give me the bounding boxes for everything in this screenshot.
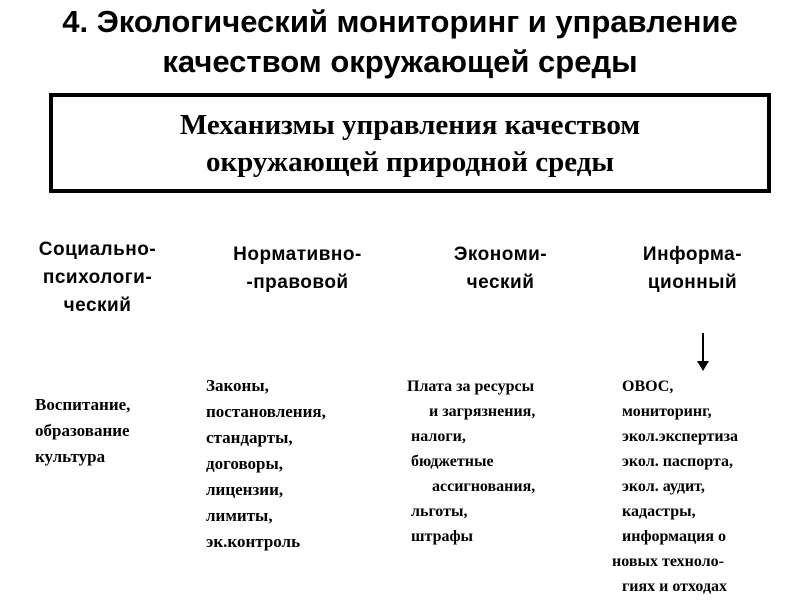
box-line-2: окружающей природной среды [205, 146, 615, 178]
list-item: эк.контроль [206, 532, 301, 551]
list-item: стандарты, [206, 428, 293, 447]
list-item: ОВОС, [622, 378, 674, 395]
heading-line: Экономи- [453, 244, 548, 265]
list-item: лимиты, [206, 506, 273, 525]
list-item: гиях и отходах [622, 578, 728, 595]
heading-line: ческий [63, 295, 132, 316]
heading-line: Информа- [642, 244, 743, 265]
down-arrow-icon [694, 333, 712, 373]
column-heading-regulatory-legal [205, 241, 390, 297]
list-item: Воспитание, [35, 395, 131, 414]
list-item: информация о [622, 528, 727, 545]
column-items-regulatory-legal [206, 373, 326, 555]
list-item: и загрязнения, [429, 403, 536, 420]
heading-line: Социально- [38, 239, 157, 260]
list-item: культура [35, 447, 106, 466]
list-item: налоги, [411, 428, 466, 445]
column-heading-socio-psychological [10, 236, 185, 320]
column-heading-informational [615, 241, 770, 297]
heading-line: ческий [466, 272, 535, 293]
list-item: Плата за ресурсы [407, 378, 535, 395]
list-item: мониторинг, [622, 403, 712, 420]
list-item: Законы, [206, 376, 269, 395]
heading-line: психологи- [42, 267, 153, 288]
list-item: льготы, [411, 503, 468, 520]
list-item: ассигнования, [432, 478, 536, 495]
list-item: экол. аудит, [622, 478, 705, 495]
column-items-economic [407, 374, 535, 549]
list-item: образование [35, 421, 130, 440]
box-line-1: Механизмы управления качеством [179, 109, 641, 141]
mechanisms-box [49, 93, 771, 193]
column-items-informational [610, 374, 738, 599]
column-heading-economic [418, 241, 583, 297]
list-item: экол.экспертиза [622, 428, 739, 445]
list-item: новых техноло- [612, 553, 724, 570]
column-items-socio-psychological [35, 392, 130, 470]
list-item: экол. паспорта, [622, 453, 733, 470]
list-item: договоры, [206, 454, 284, 473]
slide-title [0, 2, 800, 82]
list-item: бюджетные [411, 453, 494, 470]
list-item: лицензии, [206, 480, 284, 499]
list-item: штрафы [411, 528, 474, 545]
title-line-1: 4. Экологический мониторинг и управление [62, 4, 738, 39]
title-line-2: качеством окружающей среды [162, 44, 638, 79]
heading-line: ционный [647, 272, 738, 293]
heading-line: -правовой [246, 272, 349, 293]
heading-line: Нормативно- [233, 244, 362, 265]
list-item: кадастры, [622, 503, 696, 520]
list-item: постановления, [206, 402, 326, 421]
